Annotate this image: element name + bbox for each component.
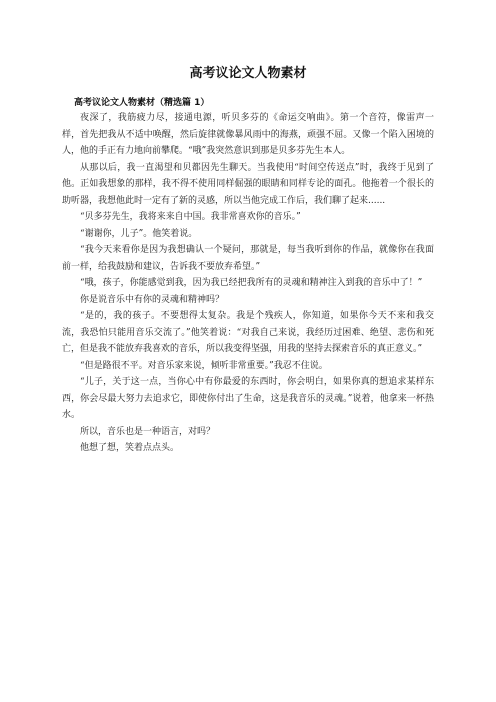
paragraph: “哦，孩子，你能感觉到我，因为我已经把我所有的灵魂和精神注入到我的音乐中了！” [80,278,423,288]
paragraph: 你是说音乐中有你的灵魂和精神吗？ [80,294,225,305]
paragraph: “是的，我的孩子。不要想得太复杂。我是个残疾人，你知道，如果你今天不来和我交流，我恐怕只能用音乐交流了。”他笑着说：“对我自己来说，我经历过困难、绝望、悲伤和死亡，但是我不能放弃我喜欢的音乐，所以我变得坚强，用我的坚持去探索音乐的真正意义。” [62,311,434,354]
paragraph: “谢谢你，儿子”。他笑着说。 [80,228,198,239]
paragraph: “贝多芬先生，我将来来自中国。我非常喜欢你的音乐。” [80,212,301,222]
paragraph: “我今天来看你是因为我想确认一个疑问，那就是，每当我听到你的作品，就像你在我面前一样，给我鼓励和建议，告诉我不要放弃希望。” [62,245,434,272]
document-title: 高考议论文人物素材 [189,66,307,81]
section-heading: 高考议论文人物素材（精选篇 1） [74,98,210,108]
paragraph: 夜深了，我筋疲力尽，接通电源，听贝多芬的《命运交响曲》。第一个音符，像雷声一样，首先把我从不适中唤醒，然后旋律就像暴风雨中的海燕，顽强不屈。又像一个陷入困境的人，他的手正有力地向前攀爬。“哦”我突然意识到那是贝多芬先生本人。 [62,113,434,156]
paragraph: 他想了想，笑着点点头。 [80,443,180,453]
paragraph: 所以，音乐也是一种语言，对吗？ [80,426,216,437]
document-body [62,110,434,457]
paragraph: 从那以后，我一直渴望和贝都因先生聊天。当我使用“时间空传送点”时，我终于见到了他。正如我想象的那样，我不得不使用同样倔强的眼睛和同样专论的面孔。他拖着一个很长的助听器，我想他此时一定有了新的灵感，所以当他完成工作后，我们聊了起来...... [62,162,434,206]
paragraph: “儿子，关于这一点，当你心中有你最爱的东西时，你会明白，如果你真的想追求某样东西，你会尽最大努力去追求它，即使你付出了生命，这是我音乐的灵魂。”说着，他拿来一杯热水。 [62,377,434,420]
paragraph: “但是路很不平。对音乐家来说，倾听非常重要。”我忍不住说。 [80,360,328,371]
